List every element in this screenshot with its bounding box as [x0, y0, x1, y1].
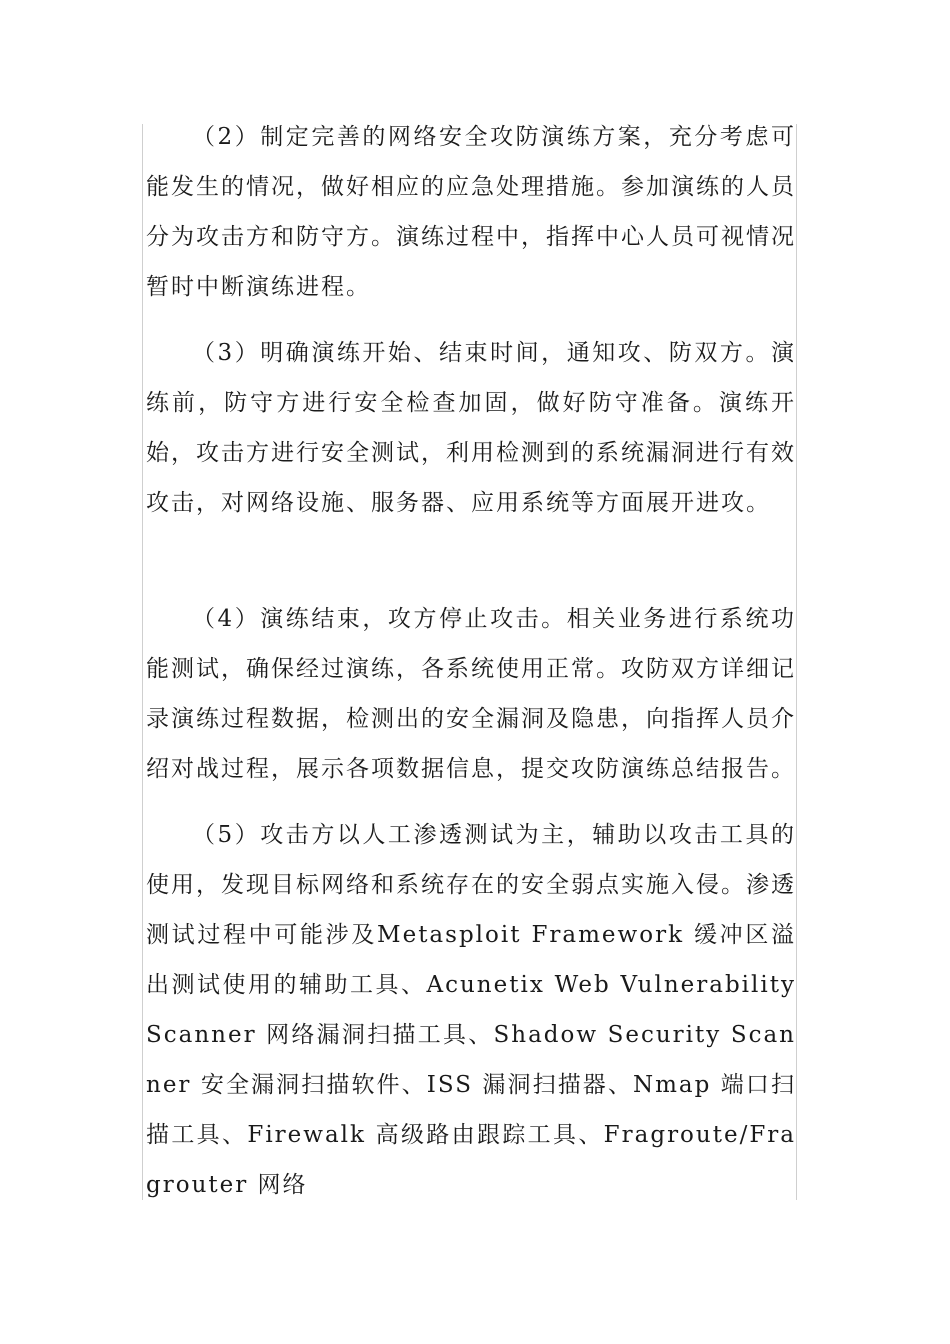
left-margin-rule [142, 124, 143, 1200]
paragraph-2: （2）制定完善的网络安全攻防演练方案，充分考虑可能发生的情况，做好相应的应急处理措施。参加演练的人员分为攻击方和防守方。演练过程中，指挥中心人员可视情况暂时中断演练进程。 [146, 124, 796, 300]
body-text [146, 112, 796, 1210]
right-margin-rule [796, 124, 797, 1200]
paragraph-4: （4）演练结束，攻方停止攻击。相关业务进行系统功能测试，确保经过演练，各系统使用正常。攻防双方详细记录演练过程数据，检测出的安全漏洞及隐患，向指挥人员介绍对战过程，展示各项数据信息，提交攻防演练总结报告。 [146, 606, 796, 782]
paragraph-5: （5）攻击方以人工渗透测试为主，辅助以攻击工具的使用，发现目标网络和系统存在的安全弱点实施入侵。渗透测试过程中可能涉及Metasploit Framework 缓冲区溢出测试使用的辅助工具、Acunetix Web Vulnerability Scanner 网络漏洞扫描工具、Shadow Security Scanner 安全漏洞扫描软件、ISS 漏洞扫描器、Nmap 端口扫描工具、Firewalk 高级路由跟踪工具、Fragroute/Fragrouter 网络 [146, 822, 796, 1198]
paragraph-3: （3）明确演练开始、结束时间，通知攻、防双方。演练前，防守方进行安全检查加固，做好防守准备。演练开始，攻击方进行安全测试，利用检测到的系统漏洞进行有效攻击，对网络设施、服务器、应用系统等方面展开进攻。 [146, 340, 796, 516]
